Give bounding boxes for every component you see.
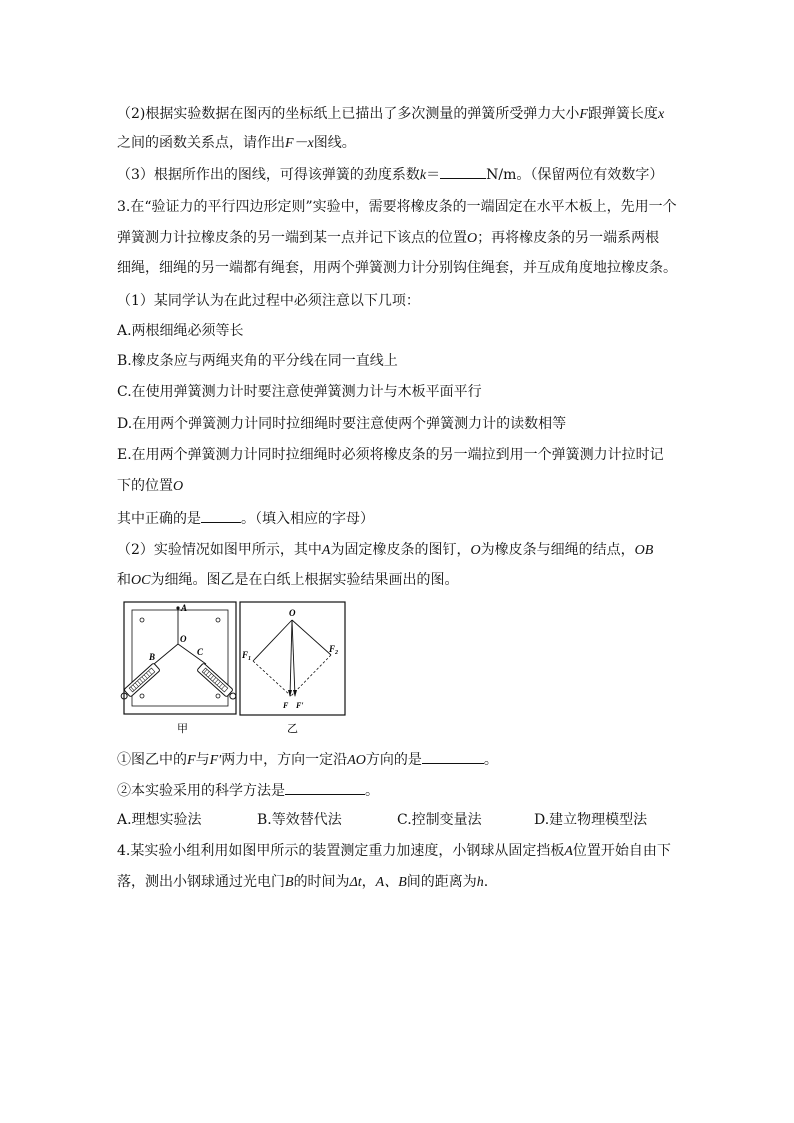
text: 落，测出小钢球通过光电门 — [117, 874, 285, 890]
text: 与 — [195, 752, 210, 768]
text: ①图乙中的 — [117, 752, 187, 768]
answer-blank[interactable] — [285, 779, 365, 795]
q2-sub2-line2 — [117, 133, 677, 154]
text: N/m。（保留两位有效数字） — [486, 167, 664, 183]
arrowhead-f-prime — [293, 690, 297, 697]
label-b: B — [149, 652, 156, 662]
q3-sub1: （1）某同学认为在此过程中必须注意以下几项： — [117, 293, 420, 309]
figure-yi — [240, 602, 345, 735]
figure-jia — [119, 602, 239, 735]
thumbtack-a — [176, 606, 179, 609]
text: ；再将橡皮条的另一端系两根 — [477, 230, 660, 246]
text: 。 — [483, 752, 498, 768]
string-ob — [154, 644, 178, 664]
option-b: B.橡皮条应与两绳夹角的平分线在同一直线上 — [117, 353, 398, 369]
text: 。（填入相应的字母） — [241, 511, 374, 527]
label-f-prime: F′ — [296, 701, 304, 710]
text: 之间的函数关系点，请作出 — [117, 135, 285, 151]
answer-blank[interactable] — [201, 507, 241, 523]
pin — [216, 694, 220, 698]
q3-question-2 — [117, 779, 677, 801]
symbol-A: A — [564, 844, 573, 859]
vector-f2 — [292, 620, 331, 655]
label-o2: O — [289, 608, 296, 618]
label-f1 — [241, 650, 251, 662]
option-e-line2 — [117, 476, 677, 497]
text: 为橡皮条与细绳的结点， — [480, 542, 635, 558]
text: （2)根据实验数据在图丙的坐标纸上已描出了多次测量的弹簧所受弹力大小 — [117, 106, 580, 122]
answer-blank[interactable] — [440, 163, 486, 179]
text: ②本实验采用的科学方法是 — [117, 783, 285, 799]
symbol-OB: OB — [634, 543, 654, 558]
option-e-line1: E.在用两个弹簧测力计同时拉细绳时必须将橡皮条的另一端拉到用一个弹簧测力计拉时记 — [117, 447, 664, 463]
symbol-O: O — [173, 479, 184, 494]
vector-f — [290, 620, 292, 696]
text: 方向的是 — [365, 752, 422, 768]
symbol-AO: AO — [347, 753, 366, 768]
text: 间的距离为 — [406, 874, 477, 890]
text: （3）根据所作出的图线，可得该弹簧的劲度系数 — [117, 167, 420, 183]
vector-f-prime — [292, 620, 295, 696]
text: 为固定橡皮条的图钉， — [330, 542, 471, 558]
q3-line3: 细绳，细绳的另一端都有绳套，用两个弹簧测力计分别钩住绳套，并互成角度地拉橡皮条。 — [117, 260, 677, 276]
text: . — [483, 874, 489, 890]
label-f1-sub: 1 — [248, 656, 252, 662]
text: 弹簧测力计拉橡皮条的另一端到某一点并记下该点的位置 — [117, 230, 467, 246]
pin — [140, 618, 144, 622]
method-option-a: A.理想实验法 — [117, 812, 202, 828]
method-option-b: B.等效替代法 — [257, 812, 342, 828]
method-option-c: C.控制变量法 — [397, 812, 482, 828]
symbol-F: F — [579, 107, 588, 122]
option-c: C.在使用弹簧测力计时要注意使弹簧测力计与木板平面平行 — [117, 384, 482, 400]
spring-balance-c — [197, 663, 239, 702]
dashed-parallel-2 — [291, 655, 331, 696]
spring-balance-b — [119, 663, 161, 702]
symbol-A: A — [321, 543, 331, 558]
text: 4.某实验小组利用如图甲所示的装置测定重力加速度，小钢球从固定挡板 — [117, 843, 565, 859]
symbol-delta-t: Δt — [349, 875, 362, 890]
text: 位置开始自由下 — [572, 843, 671, 859]
symbol-F: F — [187, 753, 196, 768]
text: 两力中，方向一定沿 — [221, 752, 348, 768]
vector-f1 — [253, 620, 292, 661]
q3-sub2-line2 — [117, 570, 677, 591]
pin — [216, 618, 220, 622]
label-o: O — [180, 634, 187, 644]
symbol-k: k — [419, 168, 427, 183]
symbol-O: O — [470, 543, 481, 558]
symbol-x: x — [657, 107, 665, 122]
q4-line1 — [117, 841, 677, 862]
board-inner — [132, 610, 228, 706]
q2-sub2-line1 — [117, 104, 677, 125]
q2-sub3-line — [117, 163, 677, 186]
method-option-d: D.建立物理模型法 — [534, 812, 648, 828]
text: 的时间为 — [293, 874, 350, 890]
text: 。 — [365, 783, 379, 799]
label-f2-main: F — [329, 644, 336, 654]
text: ， — [361, 874, 376, 890]
q3-line2 — [117, 228, 677, 249]
pin — [140, 694, 144, 698]
answer-blank[interactable] — [422, 748, 484, 764]
q3-line1: 3.在“验证力的平行四边形定则”实验中，需要将橡皮条的一端固定在水平木板上，先用一个 — [117, 199, 677, 215]
text: 图线。 — [313, 135, 356, 151]
q3-correct-line — [117, 507, 677, 529]
label-f2-sub: 2 — [335, 650, 339, 656]
symbol-h: h — [476, 875, 484, 890]
q3-question-1 — [117, 748, 677, 771]
symbol-O: O — [467, 231, 478, 246]
experiment-figures — [118, 598, 350, 743]
text: 和 — [117, 572, 131, 588]
symbol-F-prime: F′ — [209, 753, 222, 768]
symbol-B: B — [285, 875, 294, 890]
symbol-A-B: A、B — [375, 875, 407, 890]
text: 其中正确的是 — [117, 511, 201, 527]
text: （2）实验情况如图甲所示，其中 — [117, 542, 322, 558]
label-f1-main: F — [242, 650, 249, 660]
text: 跟弹簧长度 — [587, 106, 658, 122]
option-a: A.两根细绳必须等长 — [117, 323, 244, 339]
label-c: C — [197, 647, 204, 657]
caption-jia: 甲 — [177, 723, 188, 735]
text: 为细绳。图乙是在白纸上根据实验结果画出的图。 — [150, 572, 459, 588]
caption-yi: 乙 — [287, 723, 298, 735]
dashed-parallel-1 — [253, 661, 291, 696]
text: ＝ — [426, 167, 441, 183]
q3-sub2-line1 — [117, 540, 677, 561]
symbol-F-x: F－x — [285, 136, 314, 151]
text: 下的位置 — [117, 478, 173, 494]
label-a: A — [181, 603, 188, 613]
symbol-OC: OC — [131, 573, 151, 588]
label-f: F — [283, 701, 289, 710]
q4-line2 — [117, 872, 677, 893]
arrowhead-f — [288, 690, 292, 697]
option-d: D.在用两个弹簧测力计同时拉细绳时要注意使两个弹簧测力计的读数相等 — [117, 416, 567, 432]
